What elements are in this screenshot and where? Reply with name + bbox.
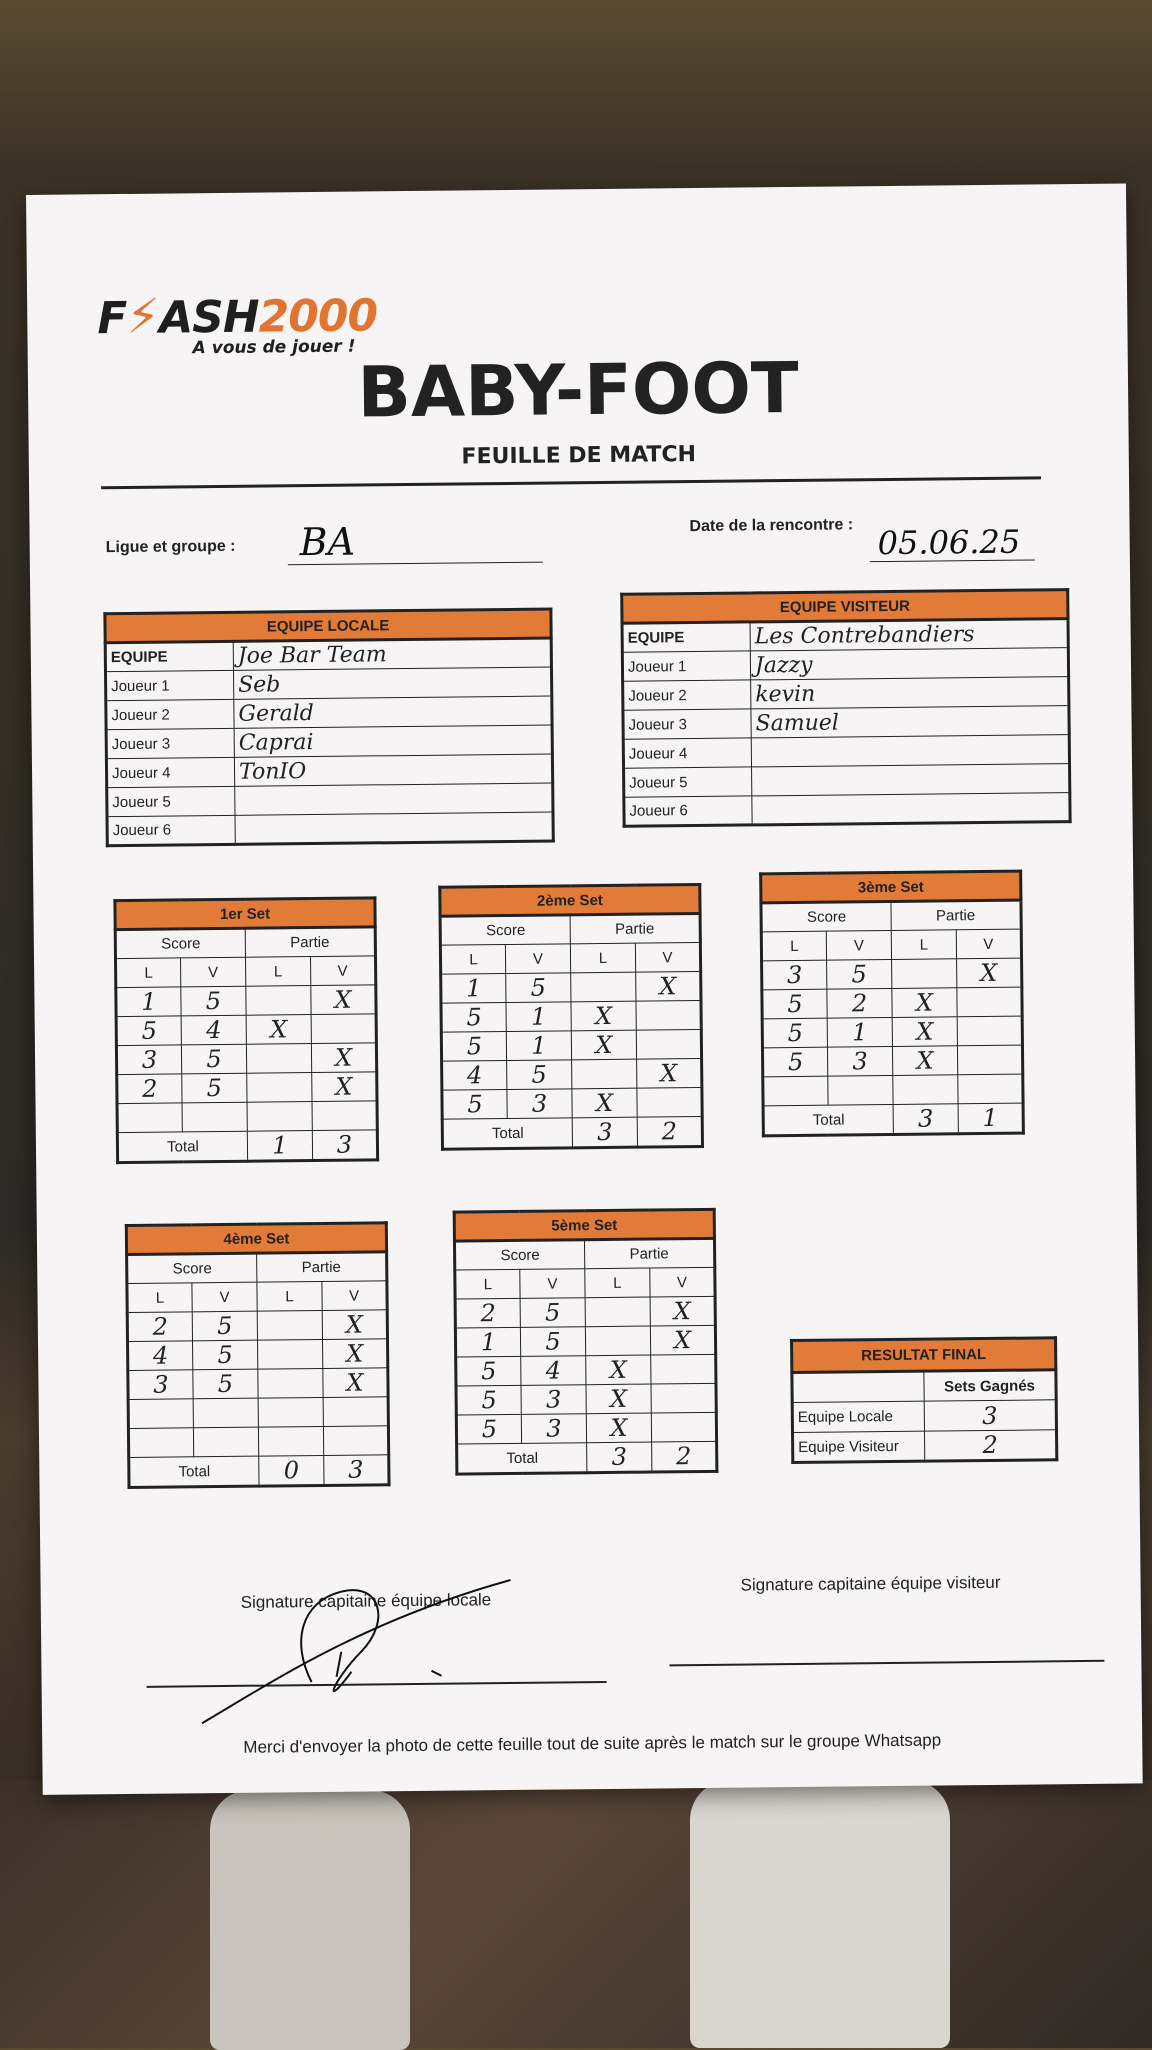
score-v: 5 — [181, 986, 246, 1016]
total-label: Total — [457, 1443, 587, 1474]
captain-signature-scribble — [190, 1559, 562, 1733]
score-v: 5 — [520, 1298, 585, 1328]
score-l: 3 — [128, 1370, 193, 1400]
score-l — [128, 1399, 193, 1429]
date-label: Date de la rencontre : — [689, 516, 854, 536]
title-divider — [101, 476, 1041, 489]
visitor-player-6 — [752, 793, 1070, 825]
set-title: 5ème Set — [454, 1209, 714, 1241]
result-local-value: 3 — [924, 1400, 1056, 1431]
score-l: 3 — [116, 1045, 181, 1075]
final-result-table — [790, 1336, 1058, 1464]
partie-v: X — [312, 1072, 377, 1102]
right-shoe — [690, 1780, 950, 2048]
score-l: 5 — [762, 989, 827, 1019]
partie-l: X — [892, 1017, 957, 1047]
score-v: 5 — [193, 1369, 258, 1399]
page-subtitle: FEUILLE DE MATCH — [461, 441, 697, 470]
visitor-player-2: kevin — [751, 677, 1069, 709]
partie-l — [571, 972, 636, 1002]
floor-background — [0, 1780, 1152, 2048]
score-l: 1 — [441, 974, 506, 1004]
local-player-5 — [235, 783, 553, 815]
column-l: L — [245, 957, 310, 987]
score-v: 5 — [520, 1327, 585, 1357]
score-l: 3 — [762, 960, 827, 990]
partie-v — [651, 1354, 716, 1384]
total-v: 1 — [958, 1103, 1023, 1134]
column-v: V — [520, 1269, 585, 1299]
visitor-row-label: Joueur 1 — [622, 651, 750, 681]
column-l: L — [585, 1268, 650, 1298]
visitor-row-label: EQUIPE — [622, 622, 750, 652]
partie-l: X — [571, 1001, 636, 1031]
partie-l: X — [571, 1030, 636, 1060]
visitor-row-label: Joueur 6 — [624, 796, 752, 826]
score-v: 3 — [507, 1089, 572, 1119]
league-label: Ligue et groupe : — [105, 537, 236, 557]
column-v: V — [650, 1267, 715, 1297]
partie-l: X — [586, 1413, 651, 1443]
column-l: L — [570, 943, 635, 973]
partie-v — [636, 1029, 701, 1059]
score-header: Score — [127, 1253, 257, 1283]
score-v: 5 — [506, 973, 571, 1003]
visitor-player-1: Jazzy — [750, 648, 1068, 680]
set-title: 1er Set — [115, 898, 375, 930]
score-v: 5 — [181, 1044, 246, 1074]
partie-v — [957, 987, 1022, 1017]
partie-l — [572, 1059, 637, 1089]
logo-tagline: A vous de jouer ! — [192, 336, 356, 359]
visitor-team-header: EQUIPE VISITEUR — [622, 590, 1068, 624]
partie-l — [892, 959, 957, 989]
flash2000-logo: F⚡ASH2000 A vous de jouer ! — [97, 288, 378, 359]
set-5-table — [453, 1208, 719, 1476]
partie-v — [958, 1074, 1023, 1104]
partie-l — [258, 1426, 323, 1456]
total-v: 2 — [652, 1441, 717, 1472]
page-title: BABY-FOOT — [357, 346, 800, 434]
score-v — [193, 1427, 258, 1457]
partie-l — [247, 1102, 312, 1132]
score-l: 4 — [442, 1061, 507, 1091]
score-v: 3 — [521, 1385, 586, 1415]
signature-visitor-label: Signature capitaine équipe visiteur — [740, 1572, 1001, 1595]
partie-l: X — [586, 1384, 651, 1414]
local-row-label: Joueur 6 — [107, 815, 235, 845]
score-v: 3 — [521, 1414, 586, 1444]
partie-l: X — [586, 1355, 651, 1385]
local-row-label: EQUIPE — [105, 641, 233, 671]
score-v — [828, 1075, 893, 1105]
local-team-name: Joe Bar Team — [233, 638, 551, 670]
partie-header: Partie — [257, 1252, 387, 1282]
league-value: BA — [299, 519, 356, 565]
column-l: L — [440, 945, 505, 975]
score-v: 1 — [506, 1002, 571, 1032]
partie-l — [257, 1310, 322, 1340]
partie-v: X — [650, 1325, 715, 1355]
score-l: 5 — [441, 1032, 506, 1062]
total-label: Total — [117, 1131, 247, 1162]
column-v: V — [505, 944, 570, 974]
signature-visitor-line — [669, 1660, 1104, 1667]
column-l: L — [257, 1281, 322, 1311]
score-v — [193, 1398, 258, 1428]
score-header: Score — [761, 901, 891, 931]
local-row-label: Joueur 4 — [106, 757, 234, 787]
score-header: Score — [115, 928, 245, 958]
partie-l — [258, 1339, 323, 1369]
partie-v: X — [323, 1339, 388, 1369]
score-l: 5 — [456, 1356, 521, 1386]
partie-header: Partie — [245, 927, 375, 957]
local-row-label: Joueur 5 — [107, 786, 235, 816]
left-shoe — [210, 1790, 410, 2050]
set-title: 3ème Set — [761, 871, 1021, 903]
result-empty-cell — [792, 1371, 924, 1402]
set-3-table — [759, 870, 1025, 1138]
total-label: Total — [442, 1118, 572, 1149]
partie-l — [246, 986, 311, 1016]
score-l — [763, 1076, 828, 1106]
score-l: 5 — [456, 1385, 521, 1415]
column-l: L — [761, 931, 826, 961]
score-v: 5 — [182, 1073, 247, 1103]
partie-v: X — [322, 1310, 387, 1340]
score-l: 5 — [762, 1018, 827, 1048]
partie-header: Partie — [584, 1238, 714, 1268]
partie-v: X — [311, 1043, 376, 1073]
partie-l — [258, 1368, 323, 1398]
score-l: 5 — [762, 1047, 827, 1077]
partie-l — [258, 1397, 323, 1427]
local-player-3: Caprai — [234, 725, 552, 757]
partie-l — [893, 1075, 958, 1105]
partie-l: X — [246, 1015, 311, 1045]
total-l: 1 — [247, 1131, 312, 1162]
total-v: 2 — [637, 1116, 702, 1147]
visitor-player-5 — [752, 764, 1070, 796]
partie-v — [636, 1000, 701, 1030]
partie-v — [651, 1412, 716, 1442]
partie-l — [585, 1326, 650, 1356]
total-v: 3 — [312, 1130, 377, 1161]
local-player-6 — [235, 812, 553, 844]
partie-header: Partie — [891, 900, 1021, 930]
score-v: 4 — [521, 1356, 586, 1386]
partie-v: X — [957, 958, 1022, 988]
set-2-table — [438, 883, 704, 1151]
score-l: 1 — [455, 1327, 520, 1357]
partie-v: X — [637, 1058, 702, 1088]
partie-header: Partie — [570, 913, 700, 943]
column-v: V — [180, 957, 245, 987]
signature-local-label: Signature capitaine équipe locale — [240, 1590, 492, 1612]
partie-v — [651, 1383, 716, 1413]
score-l — [128, 1428, 193, 1458]
partie-v — [312, 1101, 377, 1131]
total-l: 3 — [893, 1104, 958, 1135]
score-l: 2 — [127, 1312, 192, 1342]
visitor-row-label: Joueur 2 — [623, 680, 751, 710]
total-label: Total — [763, 1104, 893, 1135]
column-l: L — [455, 1269, 520, 1299]
set-4-table — [125, 1221, 391, 1489]
lightning-bolt-icon: ⚡ — [126, 288, 160, 345]
result-local-label: Equipe Locale — [792, 1401, 924, 1432]
local-team-header: EQUIPE LOCALE — [105, 609, 551, 643]
result-visitor-value: 2 — [924, 1430, 1056, 1461]
partie-v — [323, 1397, 388, 1427]
partie-v: X — [636, 971, 701, 1001]
partie-v — [311, 1014, 376, 1044]
total-v: 3 — [324, 1455, 389, 1486]
partie-v — [323, 1426, 388, 1456]
score-l: 4 — [128, 1341, 193, 1371]
visitor-row-label: Joueur 3 — [623, 709, 751, 739]
total-label: Total — [129, 1456, 259, 1487]
score-l: 5 — [441, 1003, 506, 1033]
set-title: 4ème Set — [126, 1223, 386, 1255]
sets-won-header: Sets Gagnés — [924, 1370, 1056, 1401]
partie-v — [957, 1045, 1022, 1075]
score-v: 5 — [507, 1060, 572, 1090]
score-l: 2 — [117, 1074, 182, 1104]
total-l: 3 — [572, 1117, 637, 1148]
local-row-label: Joueur 2 — [106, 699, 234, 729]
score-v: 4 — [181, 1015, 246, 1045]
column-v: V — [322, 1281, 387, 1311]
total-l: 3 — [587, 1442, 652, 1473]
visitor-row-label: Joueur 4 — [623, 738, 751, 768]
score-v: 1 — [506, 1031, 571, 1061]
score-l: 5 — [456, 1414, 521, 1444]
local-team-table — [103, 608, 554, 848]
partie-l: X — [572, 1088, 637, 1118]
score-l: 2 — [455, 1298, 520, 1328]
score-v: 5 — [827, 959, 892, 989]
column-v: V — [956, 929, 1021, 959]
local-row-label: Joueur 1 — [105, 670, 233, 700]
visitor-player-4 — [751, 735, 1069, 767]
score-v: 2 — [827, 988, 892, 1018]
total-l: 0 — [259, 1455, 324, 1486]
partie-v — [637, 1087, 702, 1117]
final-result-header: RESULTAT FINAL — [792, 1338, 1056, 1373]
match-sheet — [26, 183, 1143, 1794]
score-v: 5 — [193, 1340, 258, 1370]
visitor-team-table — [620, 588, 1071, 828]
score-v: 3 — [827, 1046, 892, 1076]
visitor-player-3: Samuel — [751, 706, 1069, 738]
partie-l — [585, 1297, 650, 1327]
column-l: L — [116, 958, 181, 988]
date-value: 05.06.25 — [877, 522, 1021, 563]
footer-note: Merci d'envoyer la photo de cette feuille tout de suite après le match sur le groupe Whatsapp — [243, 1730, 942, 1757]
visitor-row-label: Joueur 5 — [624, 767, 752, 797]
local-player-2: Gerald — [234, 696, 552, 728]
score-l — [117, 1103, 182, 1133]
column-v: V — [635, 942, 700, 972]
partie-l: X — [892, 988, 957, 1018]
local-player-1: Seb — [233, 667, 551, 699]
partie-v: X — [323, 1368, 388, 1398]
partie-l: X — [892, 1046, 957, 1076]
local-row-label: Joueur 3 — [106, 728, 234, 758]
partie-v — [957, 1016, 1022, 1046]
partie-v: X — [311, 985, 376, 1015]
column-v: V — [826, 930, 891, 960]
column-l: L — [127, 1283, 192, 1313]
score-header: Score — [440, 915, 570, 945]
column-v: V — [192, 1282, 257, 1312]
score-v — [182, 1102, 247, 1132]
score-header: Score — [454, 1240, 584, 1270]
score-v: 5 — [192, 1311, 257, 1341]
partie-v: X — [650, 1296, 715, 1326]
result-visitor-label: Equipe Visiteur — [793, 1431, 925, 1462]
visitor-team-name: Les Contrebandiers — [750, 619, 1068, 651]
partie-l — [246, 1044, 311, 1074]
partie-l — [247, 1073, 312, 1103]
column-l: L — [891, 930, 956, 960]
score-v: 1 — [827, 1017, 892, 1047]
local-player-4: TonIO — [234, 754, 552, 786]
score-l: 5 — [442, 1090, 507, 1120]
score-l: 1 — [116, 987, 181, 1017]
score-l: 5 — [116, 1016, 181, 1046]
column-v: V — [310, 956, 375, 986]
set-1-table — [113, 896, 379, 1164]
set-title: 2ème Set — [440, 884, 700, 916]
